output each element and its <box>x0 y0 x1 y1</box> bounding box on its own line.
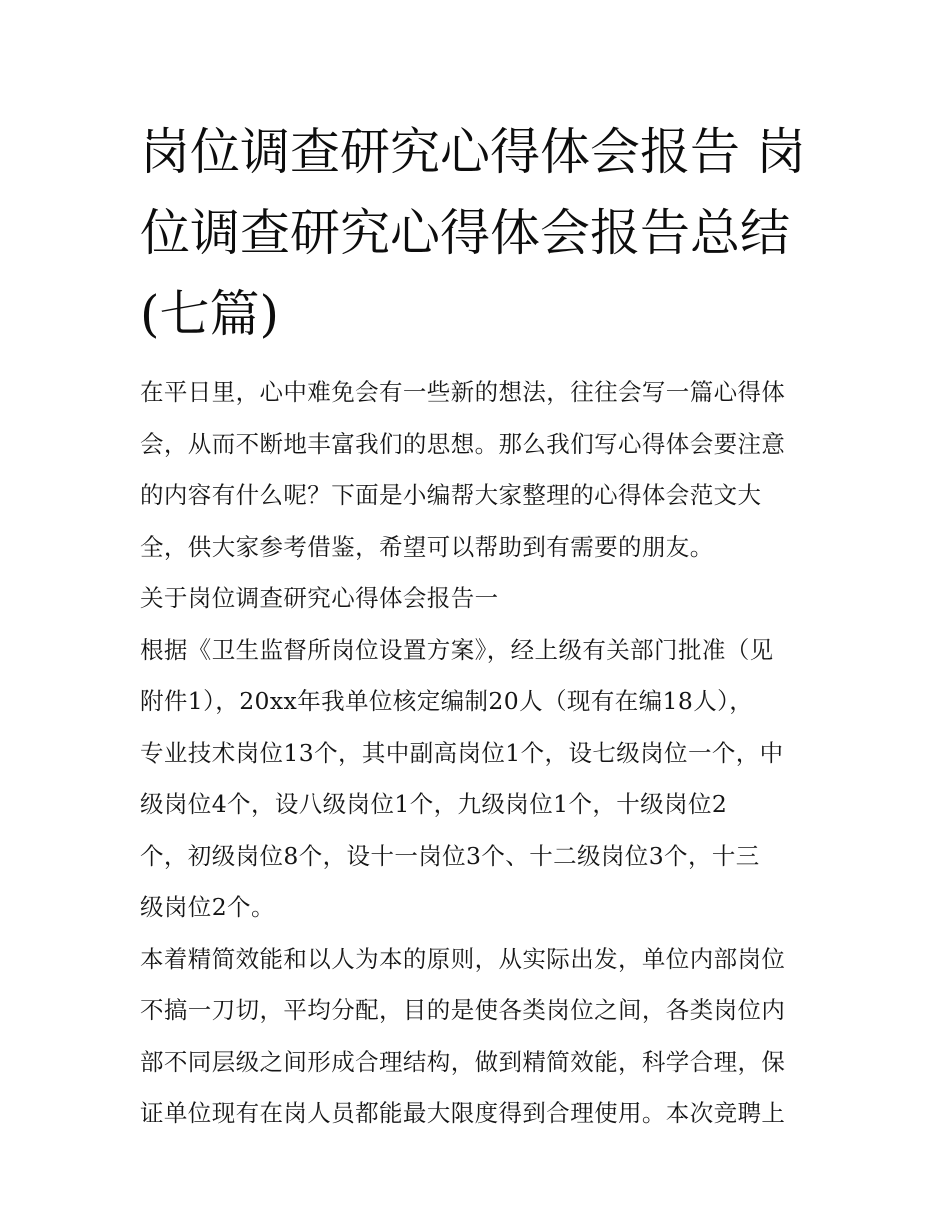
text-line: 会，从而不断地丰富我们的思想。那么我们写心得体会要注意 <box>140 429 786 458</box>
section-heading <box>140 573 815 625</box>
text-line: 级岗位2个。 <box>140 893 275 921</box>
text-line: 在平日里，心中难免会有一些新的想法，往往会写一篇心得体 <box>140 378 786 406</box>
text-line: 附件1），20xx年我单位核定编制20人（现有在编18人）， <box>140 687 754 715</box>
text-line: 证单位现有在岗人员都能最大限度得到合理使用。本次竞聘上 <box>140 1099 786 1127</box>
text-line: 个，初级岗位8个，设十一岗位3个、十二级岗位3个，十三 <box>140 841 760 870</box>
intro-paragraph <box>140 367 815 573</box>
title-line: (七篇) <box>140 285 280 343</box>
text-line: 根据《卫生监督所岗位设置方案》，经上级有关部门批准（见 <box>140 635 774 664</box>
text-line: 部不同层级之间形成合理结构，做到精简效能，科学合理，保 <box>140 1047 786 1076</box>
title-line: 位调查研究心得体会报告总结 <box>140 204 790 262</box>
document-title <box>140 112 815 355</box>
text-line: 全，供大家参考借鉴，希望可以帮助到有需要的朋友。 <box>140 532 714 561</box>
section-heading-text: 关于岗位调查研究心得体会报告一 <box>140 584 499 612</box>
body-paragraph-1 <box>140 625 815 934</box>
text-line: 的内容有什么呢？下面是小编帮大家整理的心得体会范文大 <box>140 481 762 509</box>
document-page <box>140 112 815 1140</box>
title-line: 岗位调查研究心得体会报告 岗 <box>140 123 806 181</box>
body-paragraph-2 <box>140 934 815 1140</box>
text-line: 级岗位4个，设八级岗位1个，九级岗位1个，十级岗位2 <box>140 790 728 818</box>
text-line: 不搞一刀切，平均分配，目的是使各类岗位之间，各类岗位内 <box>140 996 786 1024</box>
text-line: 本着精简效能和以人为本的原则，从实际出发，单位内部岗位 <box>140 944 786 973</box>
text-line: 专业技术岗位13个，其中副高岗位1个，设七级岗位一个，中 <box>140 738 784 767</box>
